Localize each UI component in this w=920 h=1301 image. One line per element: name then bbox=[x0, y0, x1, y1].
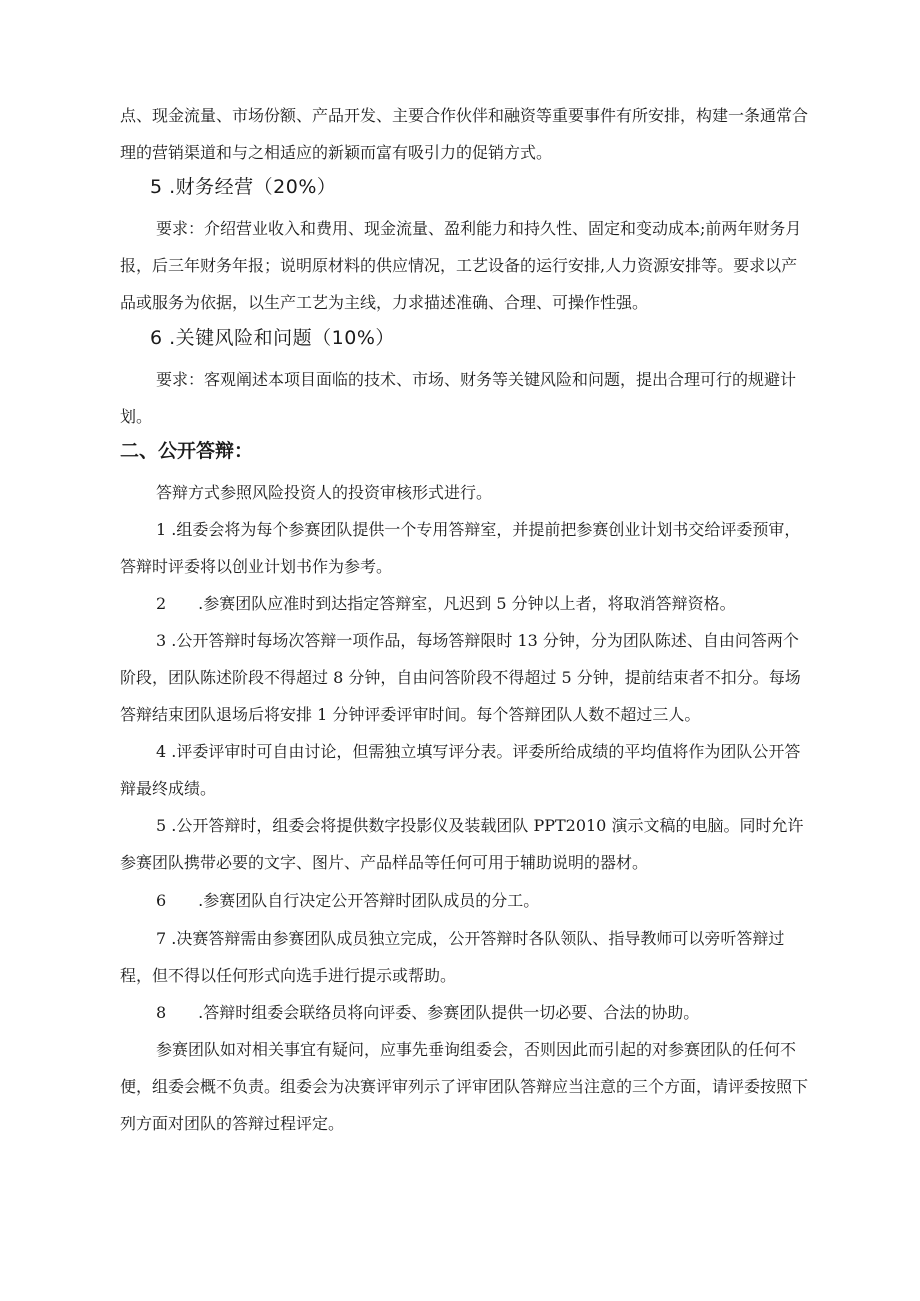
section-6-requirements: 要求：客观阐述本项目面临的技术、市场、财务等关键风险和问题，提出合理可行的规避计划。 bbox=[120, 370, 797, 426]
section-6-heading: 6 .关键风险和问题（10%） bbox=[150, 327, 395, 349]
list-item-8: 8 .答辩时组委会联络员将向评委、参赛团队提供一切必要、合法的协助。 bbox=[156, 1003, 700, 1022]
list-item-2: 2 .参赛团队应准时到达指定答辩室，凡迟到 5 分钟以上者，将取消答辩资格。 bbox=[156, 594, 736, 613]
list-item-6: 6 .参赛团队自行决定公开答辩时团队成员的分工。 bbox=[156, 891, 540, 910]
section-5-heading: 5 .财务经营（20%） bbox=[150, 176, 337, 198]
list-item-5: 5 .公开答辩时，组委会将提供数字投影仪及装载团队 PPT2010 演示文稿的电脑。同时允许参赛团队携带必要的文字、图片、产品样品等任何可用于辅助说明的器材。 bbox=[120, 816, 804, 872]
paragraph-intro-continued: 点、现金流量、市场份额、产品开发、主要合作伙伴和融资等重要事件有所安排，构建一条通常合理的营销渠道和与之相适应的新颖而富有吸引力的促销方式。 bbox=[120, 106, 809, 162]
part-2-heading: 二、公开答辩： bbox=[120, 440, 254, 462]
list-item-3: 3 .公开答辩时每场次答辩一项作品，每场答辩限时 13 分钟，分为团队陈述、自由问答两个阶段，团队陈述阶段不得超过 8 分钟，自由问答阶段不得超过 5 分钟，提前结束者不扣分。每场答辩结束团队退场后将安排 1 分钟评委评审时间。每个答辩团队人数不超过三人。 bbox=[120, 631, 801, 724]
list-item-4: 4 .评委评审时可自由讨论，但需独立填写评分表。评委所给成绩的平均值将作为团队公开答辩最终成绩。 bbox=[120, 742, 801, 798]
part-2-intro: 答辩方式参照风险投资人的投资审核形式进行。 bbox=[156, 483, 493, 502]
closing-paragraph: 参赛团队如对相关事宜有疑问，应事先垂询组委会，否则因此而引起的对参赛团队的任何不便，组委会概不负责。组委会为决赛评审列示了评审团队答辩应当注意的三个方面，请评委按照下列方面对团队的答辩过程评定。 bbox=[120, 1040, 809, 1133]
list-item-7: 7 .决赛答辩需由参赛团队成员独立完成，公开答辩时各队领队、指导教师可以旁听答辩过程，但不得以任何形式向选手进行提示或帮助。 bbox=[120, 929, 785, 985]
list-item-1: 1 .组委会将为每个参赛团队提供一个专用答辩室，并提前把参赛创业计划书交给评委预审，答辩时评委将以创业计划书作为参考。 bbox=[120, 520, 801, 576]
section-5-requirements: 要求：介绍营业收入和费用、现金流量、盈利能力和持久性、固定和变动成本;前两年财务月报，后三年财务年报；说明原材料的供应情况，工艺设备的运行安排,人力资源安排等。要求以产品或服务为依据，以生产工艺为主线，力求描述准确、合理、可操作性强。 bbox=[120, 219, 802, 312]
